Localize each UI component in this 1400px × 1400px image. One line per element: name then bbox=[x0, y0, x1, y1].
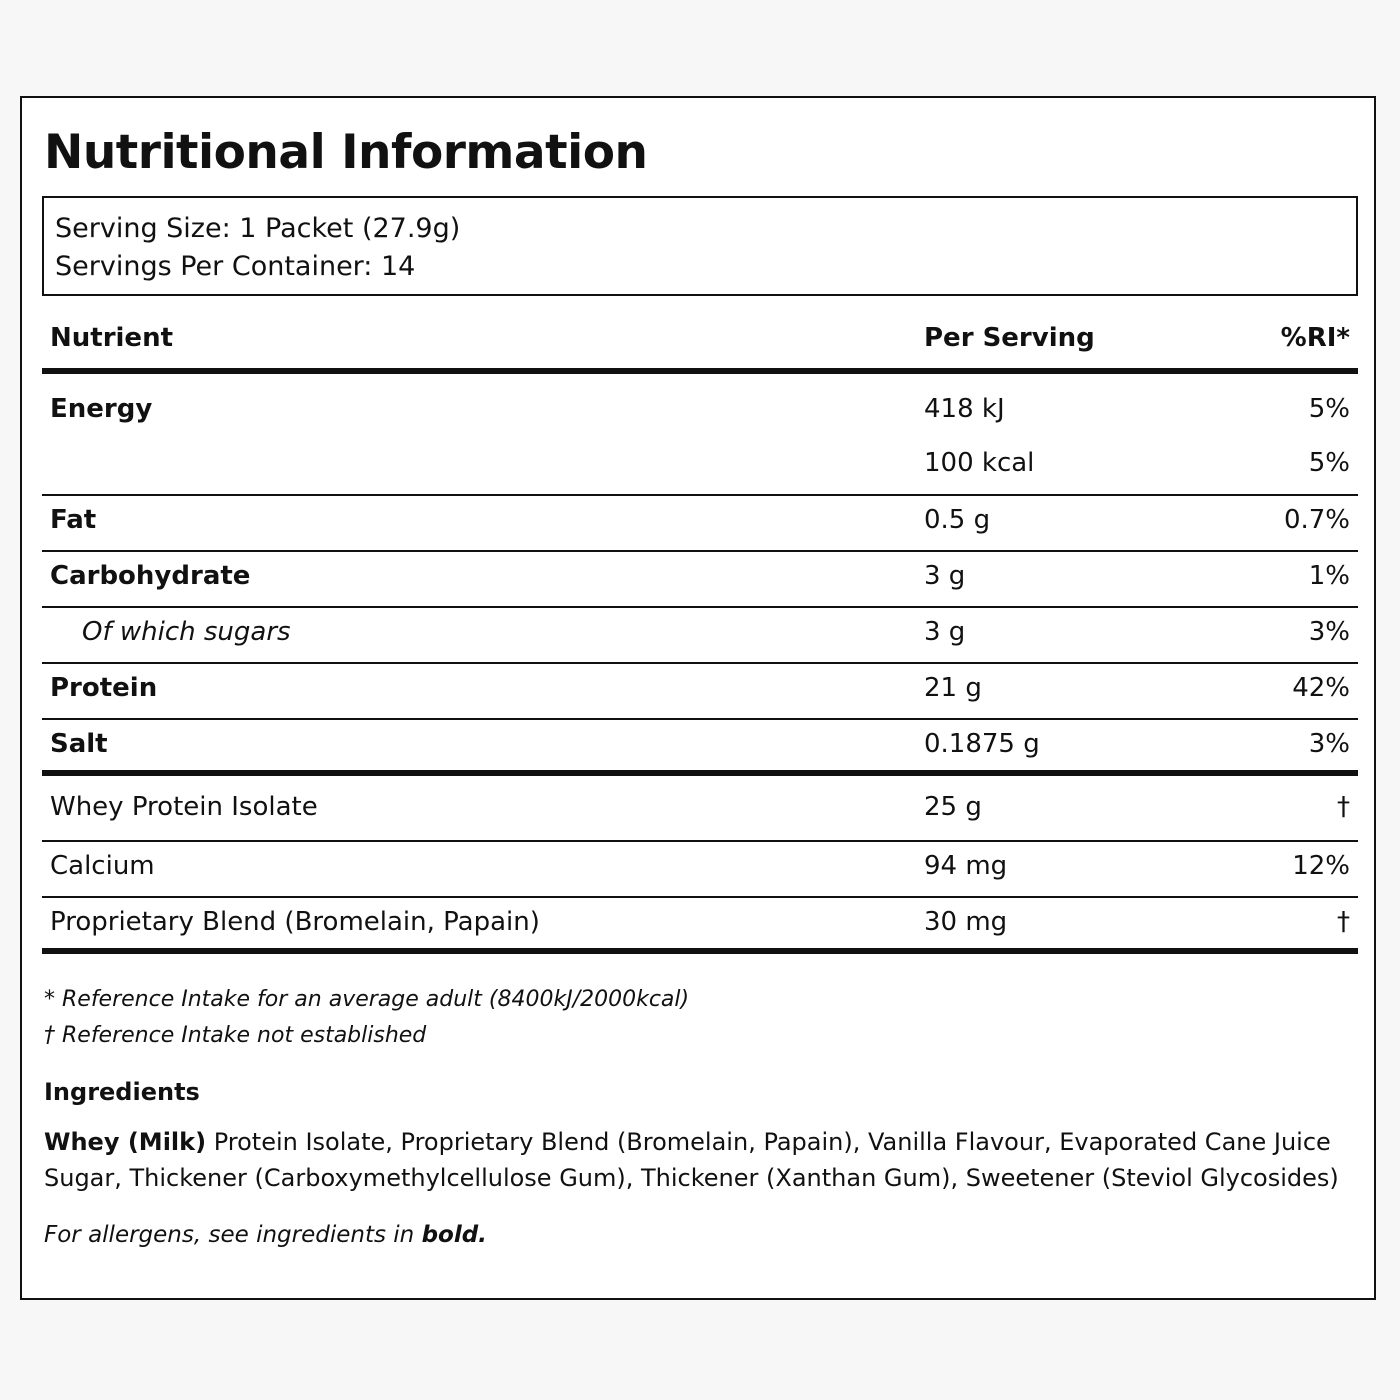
label-title: Nutritional Information bbox=[44, 125, 648, 180]
table-row-whey-protein-isolate bbox=[42, 776, 1358, 842]
nutrient-name: Proprietary Blend (Bromelain, Papain) bbox=[50, 907, 540, 937]
per-serving-value: 3 g bbox=[924, 617, 966, 647]
table-row-carbohydrate bbox=[42, 552, 1358, 608]
dagger-footnote: † Reference Intake not established bbox=[44, 1023, 427, 1048]
per-serving-value: 25 g bbox=[924, 792, 982, 822]
ri-value: † bbox=[1337, 907, 1350, 937]
nutrient-table bbox=[42, 320, 1358, 954]
header-nutrient: Nutrient bbox=[50, 323, 174, 353]
table-row-protein bbox=[42, 664, 1358, 720]
allergen-note bbox=[44, 1222, 487, 1248]
table-row-sugars bbox=[42, 608, 1358, 664]
ri-value: 5% bbox=[1308, 394, 1350, 424]
nutrient-name: Fat bbox=[50, 505, 97, 535]
table-row-energy-kcal bbox=[42, 444, 1358, 496]
table-row-salt bbox=[42, 720, 1358, 776]
ri-value: 12% bbox=[1292, 851, 1350, 881]
ri-footnote: * Reference Intake for an average adult (8400kJ/2000kcal) bbox=[44, 987, 690, 1012]
per-serving-value: 3 g bbox=[924, 561, 966, 591]
allergen-note-text: For allergens, see ingredients in bbox=[44, 1222, 422, 1248]
ri-value: 42% bbox=[1292, 673, 1350, 703]
nutrient-name: Protein bbox=[50, 673, 158, 703]
ri-value: 3% bbox=[1308, 729, 1350, 759]
ri-value: 3% bbox=[1308, 617, 1350, 647]
ri-value: 0.7% bbox=[1283, 505, 1350, 535]
servings-per-container: Servings Per Container: 14 bbox=[55, 251, 416, 282]
serving-info-box bbox=[42, 196, 1358, 296]
nutrient-name: Carbohydrate bbox=[50, 561, 251, 591]
nutrient-name: Whey Protein Isolate bbox=[50, 792, 318, 822]
nutrient-name: Of which sugars bbox=[82, 617, 291, 647]
per-serving-value: 100 kcal bbox=[924, 448, 1035, 478]
table-row-proprietary-blend bbox=[42, 898, 1358, 954]
allergen-ingredient: Whey (Milk) bbox=[44, 1128, 207, 1156]
ingredients-heading: Ingredients bbox=[44, 1078, 200, 1106]
ri-value: 1% bbox=[1308, 561, 1350, 591]
per-serving-value: 30 mg bbox=[924, 907, 1008, 937]
footnotes bbox=[44, 982, 689, 1054]
ingredients-list bbox=[44, 1124, 1344, 1196]
ingredients-rest: Protein Isolate, Proprietary Blend (Bromelain, Papain), Vanilla Flavour, Evaporated Cane Juice Sugar, Thickener (Carboxymethylcellulose Gum), Thickener (Xanthan Gum), Sweetener (Steviol Glycosides) bbox=[44, 1128, 1339, 1192]
header-ri: %RI* bbox=[1280, 323, 1350, 353]
ri-value: 5% bbox=[1308, 448, 1350, 478]
table-row-fat bbox=[42, 496, 1358, 552]
nutrient-name: Calcium bbox=[50, 851, 155, 881]
nutrition-label bbox=[20, 96, 1376, 1300]
ri-value: † bbox=[1337, 792, 1350, 822]
header-per-serving: Per Serving bbox=[924, 323, 1095, 353]
per-serving-value: 0.5 g bbox=[924, 505, 991, 535]
table-row-calcium bbox=[42, 842, 1358, 898]
serving-size: Serving Size: 1 Packet (27.9g) bbox=[55, 213, 461, 244]
per-serving-value: 94 mg bbox=[924, 851, 1008, 881]
allergen-note-bold: bold. bbox=[421, 1222, 487, 1248]
nutrient-name: Energy bbox=[50, 394, 153, 424]
per-serving-value: 418 kJ bbox=[924, 394, 1005, 424]
per-serving-value: 21 g bbox=[924, 673, 982, 703]
table-row-energy-kj bbox=[42, 374, 1358, 444]
per-serving-value: 0.1875 g bbox=[924, 729, 1040, 759]
nutrient-name: Salt bbox=[50, 729, 108, 759]
table-header bbox=[42, 320, 1358, 374]
